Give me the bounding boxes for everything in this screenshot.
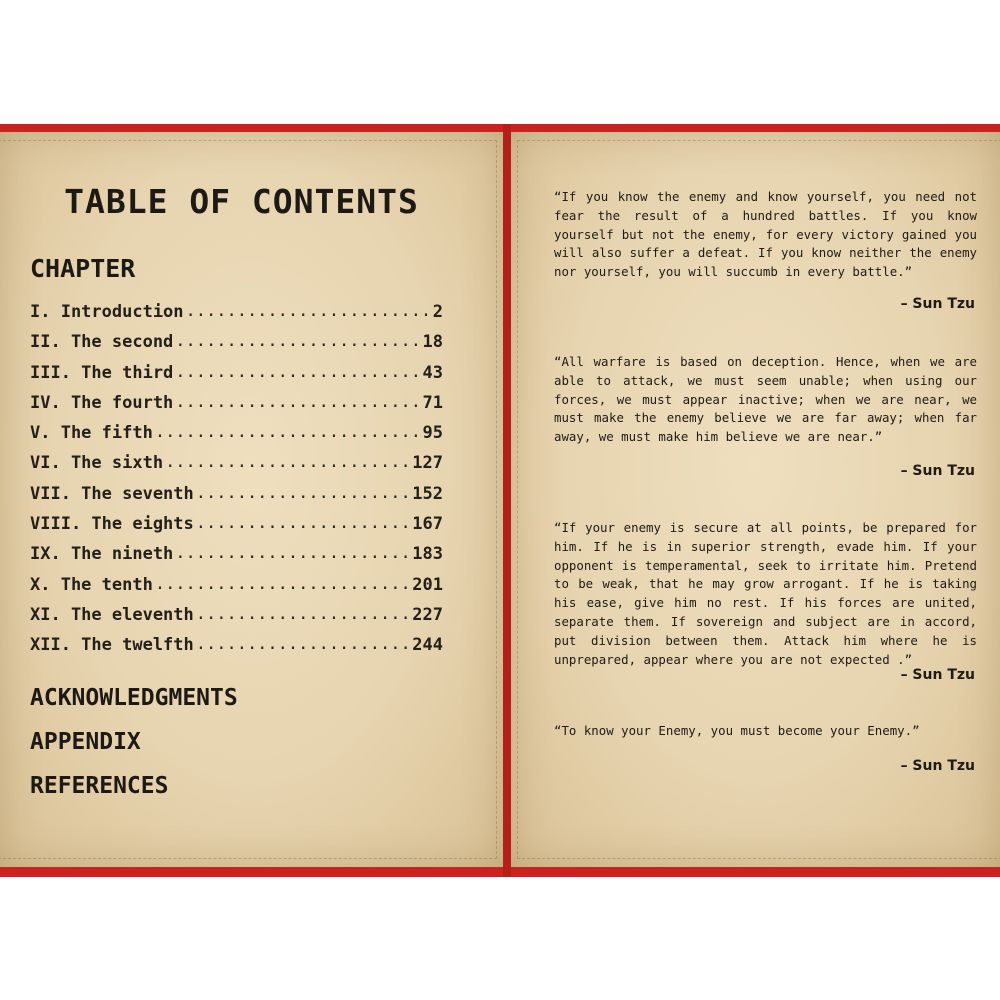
toc-entry-label: X. The tenth	[30, 574, 153, 595]
toc-entry	[30, 302, 443, 332]
toc-entry	[30, 332, 443, 362]
toc-leader-dots	[196, 483, 411, 503]
toc-entry-page: 167	[412, 514, 443, 535]
chapter-heading: CHAPTER	[30, 254, 136, 283]
toc-leader-dots	[175, 331, 420, 351]
toc-entry-label: VI. The sixth	[30, 453, 164, 474]
toc-leader-dots	[155, 574, 410, 594]
toc-entry	[30, 575, 443, 605]
toc-entry	[30, 393, 443, 423]
toc-entry-label: II. The second	[30, 332, 174, 353]
toc-leader-dots	[165, 452, 410, 472]
toc-entry	[30, 514, 443, 544]
toc-entry-page: 18	[422, 332, 443, 353]
left-page	[0, 132, 503, 867]
toc-entry	[30, 423, 443, 453]
toc-leader-dots	[175, 362, 420, 382]
toc-entry-page: 183	[412, 544, 443, 565]
toc-entry-page: 227	[412, 604, 443, 625]
toc-entry-label: XII. The twelfth	[30, 635, 194, 656]
toc-entry	[30, 484, 443, 514]
quote-text: “If your enemy is secure at all points, be prepared for him. If he is in superior strength, evade him. If your opponent is temperamental, seek to irritate him. Pretend to be weak, that he may grow arrogant. If he is taking his ease, give him no rest. If his forces are united, separate them. If sovereign and subject are in accord, put division between them. Attack him where he is unprepared, appear where you are not expected .”	[554, 520, 977, 667]
toc-entry-label: VIII. The eights	[30, 514, 194, 535]
toc-entry-page: 201	[412, 574, 443, 595]
toc-leader-dots	[196, 513, 411, 533]
toc-leader-dots	[155, 422, 421, 442]
toc-entry-page: 43	[422, 362, 443, 383]
toc-leader-dots	[186, 301, 431, 321]
toc-entry-page: 2	[432, 302, 443, 322]
toc-entry-label: V. The fifth	[30, 423, 153, 444]
quote-author: – Sun Tzu	[900, 667, 975, 683]
toc-entry	[30, 544, 443, 574]
book-spine	[503, 124, 511, 877]
quote-text: “If you know the enemy and know yourself, you need not fear the result of a hundred battles. If you know yourself but not the enemy, for every victory gained you will also suffer a defeat. If you know neither the enemy nor yourself, you will succumb in every battle.”	[554, 189, 977, 280]
toc-leader-dots	[175, 392, 420, 412]
quote-text: “All warfare is based on deception. Hence, when we are able to attack, we must seem unable; when using our forces, we must appear inactive; when we are near, we must make the enemy believe we are far away; when far away, we must make him believe we are near.”	[554, 354, 977, 445]
toc-entry-page: 244	[412, 635, 443, 656]
toc-list	[30, 302, 443, 666]
right-page	[511, 132, 1000, 867]
toc-leader-dots	[196, 604, 411, 624]
toc-entry	[30, 453, 443, 483]
toc-entry-page: 127	[412, 453, 443, 474]
acknowledgments-heading: ACKNOWLEDGMENTS	[30, 685, 238, 711]
toc-entry	[30, 605, 443, 635]
toc-title: TABLE OF CONTENTS	[64, 182, 419, 221]
toc-entry-label: VII. The seventh	[30, 483, 194, 504]
toc-entry-label: I. Introduction	[30, 302, 184, 322]
toc-entry-label: IX. The nineth	[30, 544, 174, 565]
quote-author: – Sun Tzu	[900, 758, 975, 774]
toc-entry-page: 95	[422, 423, 443, 444]
toc-entry-label: XI. The eleventh	[30, 604, 194, 625]
quote-author: – Sun Tzu	[900, 463, 975, 479]
quote-text: “To know your Enemy, you must become your Enemy.”	[554, 723, 920, 738]
toc-entry-page: 71	[422, 392, 443, 413]
toc-entry-page: 152	[412, 483, 443, 504]
toc-entry	[30, 363, 443, 393]
references-heading: REFERENCES	[30, 773, 169, 799]
toc-entry	[30, 635, 443, 665]
toc-leader-dots	[175, 543, 410, 563]
appendix-heading: APPENDIX	[30, 729, 141, 755]
quote-author: – Sun Tzu	[900, 296, 975, 312]
toc-leader-dots	[196, 634, 411, 654]
toc-entry-label: III. The third	[30, 362, 174, 383]
toc-entry-label: IV. The fourth	[30, 392, 174, 413]
